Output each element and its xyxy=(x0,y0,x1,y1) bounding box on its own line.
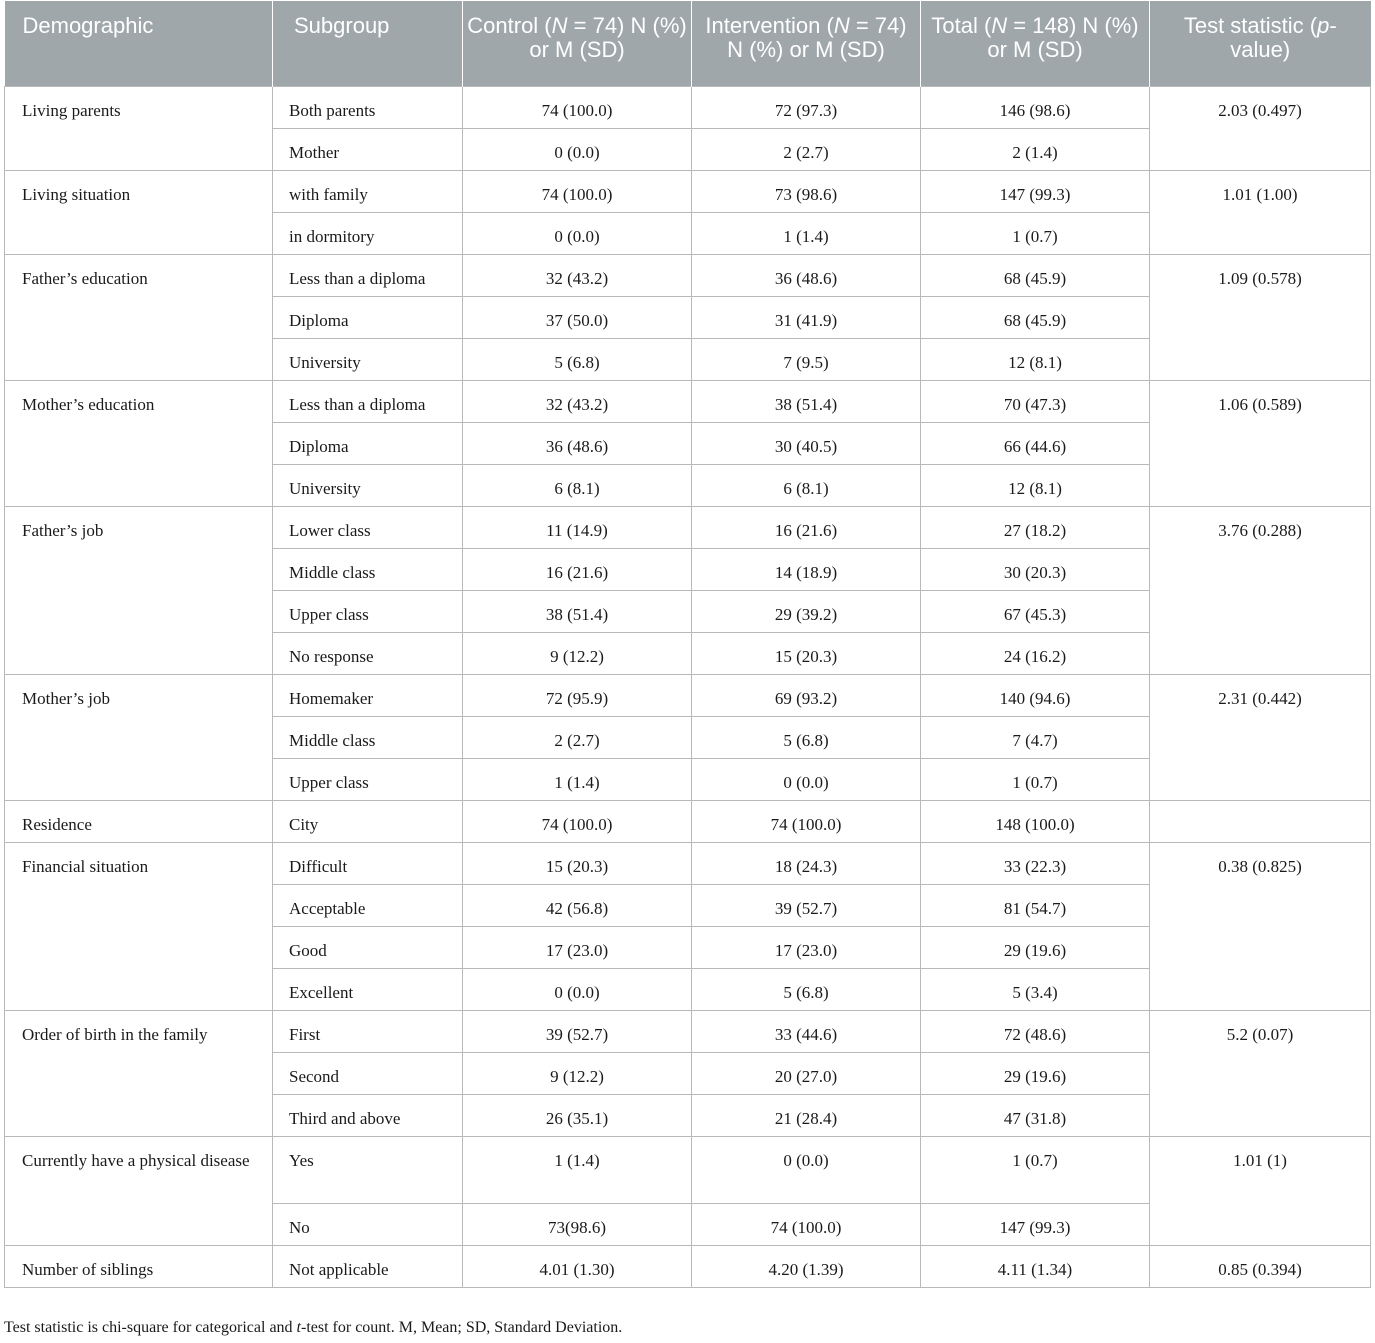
test-statistic-cell: 1.09 (0.578) xyxy=(1150,254,1371,380)
control-cell: 38 (51.4) xyxy=(463,590,692,632)
header-total: Total (N = 148) N (%) or M (SD) xyxy=(921,1,1150,86)
control-cell: 17 (23.0) xyxy=(463,926,692,968)
intervention-cell: 4.20 (1.39) xyxy=(692,1245,921,1287)
total-cell: 148 (100.0) xyxy=(921,800,1150,842)
subgroup-cell: Middle class xyxy=(273,548,463,590)
demographic-cell: Order of birth in the family xyxy=(5,1010,273,1136)
header-demographic: Demographic xyxy=(5,1,273,86)
intervention-cell: 33 (44.6) xyxy=(692,1010,921,1052)
test-statistic-cell: 1.01 (1) xyxy=(1150,1136,1371,1245)
control-cell: 42 (56.8) xyxy=(463,884,692,926)
demographic-cell: Living situation xyxy=(5,170,273,254)
test-statistic-cell: 0.38 (0.825) xyxy=(1150,842,1371,1010)
subgroup-cell: Lower class xyxy=(273,506,463,548)
control-cell: 0 (0.0) xyxy=(463,128,692,170)
intervention-cell: 16 (21.6) xyxy=(692,506,921,548)
demographic-cell: Financial situation xyxy=(5,842,273,1010)
total-cell: 147 (99.3) xyxy=(921,1203,1150,1245)
total-cell: 147 (99.3) xyxy=(921,170,1150,212)
control-cell: 74 (100.0) xyxy=(463,170,692,212)
intervention-cell: 17 (23.0) xyxy=(692,926,921,968)
intervention-cell: 39 (52.7) xyxy=(692,884,921,926)
total-cell: 33 (22.3) xyxy=(921,842,1150,884)
total-cell: 66 (44.6) xyxy=(921,422,1150,464)
total-cell: 4.11 (1.34) xyxy=(921,1245,1150,1287)
intervention-cell: 15 (20.3) xyxy=(692,632,921,674)
control-cell: 26 (35.1) xyxy=(463,1094,692,1136)
table-row xyxy=(5,254,1371,296)
total-cell: 12 (8.1) xyxy=(921,338,1150,380)
total-cell: 47 (31.8) xyxy=(921,1094,1150,1136)
control-cell: 74 (100.0) xyxy=(463,800,692,842)
intervention-cell: 36 (48.6) xyxy=(692,254,921,296)
table-row xyxy=(5,506,1371,548)
subgroup-cell: Excellent xyxy=(273,968,463,1010)
total-cell: 30 (20.3) xyxy=(921,548,1150,590)
table-row xyxy=(5,1245,1371,1287)
intervention-cell: 21 (28.4) xyxy=(692,1094,921,1136)
table-body xyxy=(5,86,1371,1287)
subgroup-cell: City xyxy=(273,800,463,842)
control-cell: 32 (43.2) xyxy=(463,380,692,422)
intervention-cell: 6 (8.1) xyxy=(692,464,921,506)
control-cell: 9 (12.2) xyxy=(463,1052,692,1094)
total-cell: 68 (45.9) xyxy=(921,296,1150,338)
demographic-cell: Residence xyxy=(5,800,273,842)
intervention-cell: 74 (100.0) xyxy=(692,800,921,842)
subgroup-cell: Upper class xyxy=(273,590,463,632)
subgroup-cell: No xyxy=(273,1203,463,1245)
demographic-cell: Living parents xyxy=(5,86,273,170)
control-cell: 39 (52.7) xyxy=(463,1010,692,1052)
test-statistic-cell: 1.06 (0.589) xyxy=(1150,380,1371,506)
control-cell: 0 (0.0) xyxy=(463,968,692,1010)
demographic-cell: Mother’s job xyxy=(5,674,273,800)
demographic-cell: Father’s education xyxy=(5,254,273,380)
total-cell: 24 (16.2) xyxy=(921,632,1150,674)
subgroup-cell: Both parents xyxy=(273,86,463,128)
control-cell: 37 (50.0) xyxy=(463,296,692,338)
subgroup-cell: Homemaker xyxy=(273,674,463,716)
intervention-cell: 30 (40.5) xyxy=(692,422,921,464)
control-cell: 73(98.6) xyxy=(463,1203,692,1245)
subgroup-cell: Diploma xyxy=(273,422,463,464)
control-cell: 72 (95.9) xyxy=(463,674,692,716)
subgroup-cell: Middle class xyxy=(273,716,463,758)
control-cell: 15 (20.3) xyxy=(463,842,692,884)
header-test-statistic: Test statistic (p-value) xyxy=(1150,1,1371,86)
total-cell: 70 (47.3) xyxy=(921,380,1150,422)
control-cell: 16 (21.6) xyxy=(463,548,692,590)
intervention-cell: 38 (51.4) xyxy=(692,380,921,422)
table-row xyxy=(5,380,1371,422)
total-cell: 12 (8.1) xyxy=(921,464,1150,506)
subgroup-cell: Difficult xyxy=(273,842,463,884)
intervention-cell: 74 (100.0) xyxy=(692,1203,921,1245)
total-cell: 29 (19.6) xyxy=(921,926,1150,968)
total-cell: 140 (94.6) xyxy=(921,674,1150,716)
intervention-cell: 73 (98.6) xyxy=(692,170,921,212)
subgroup-cell: Less than a diploma xyxy=(273,254,463,296)
test-statistic-cell: 0.85 (0.394) xyxy=(1150,1245,1371,1287)
test-statistic-cell: 2.31 (0.442) xyxy=(1150,674,1371,800)
control-cell: 0 (0.0) xyxy=(463,212,692,254)
control-cell: 36 (48.6) xyxy=(463,422,692,464)
intervention-cell: 69 (93.2) xyxy=(692,674,921,716)
control-cell: 2 (2.7) xyxy=(463,716,692,758)
test-statistic-cell: 1.01 (1.00) xyxy=(1150,170,1371,254)
total-cell: 67 (45.3) xyxy=(921,590,1150,632)
control-cell: 4.01 (1.30) xyxy=(463,1245,692,1287)
subgroup-cell: University xyxy=(273,338,463,380)
intervention-cell: 14 (18.9) xyxy=(692,548,921,590)
demographic-cell: Number of siblings xyxy=(5,1245,273,1287)
intervention-cell: 31 (41.9) xyxy=(692,296,921,338)
test-statistic-cell: 2.03 (0.497) xyxy=(1150,86,1371,170)
intervention-cell: 5 (6.8) xyxy=(692,968,921,1010)
subgroup-cell: Second xyxy=(273,1052,463,1094)
table-row xyxy=(5,1136,1371,1203)
subgroup-cell: Yes xyxy=(273,1136,463,1203)
control-cell: 9 (12.2) xyxy=(463,632,692,674)
test-statistic-cell xyxy=(1150,800,1371,842)
table-row xyxy=(5,800,1371,842)
total-cell: 72 (48.6) xyxy=(921,1010,1150,1052)
table-footnote: Test statistic is chi-square for categorical and t-test for count. M, Mean; SD, Standard Deviation. xyxy=(4,1319,623,1336)
table-row xyxy=(5,1010,1371,1052)
intervention-cell: 2 (2.7) xyxy=(692,128,921,170)
header-intervention: Intervention (N = 74) N (%) or M (SD) xyxy=(692,1,921,86)
intervention-cell: 7 (9.5) xyxy=(692,338,921,380)
total-cell: 81 (54.7) xyxy=(921,884,1150,926)
subgroup-cell: Good xyxy=(273,926,463,968)
total-cell: 1 (0.7) xyxy=(921,212,1150,254)
intervention-cell: 29 (39.2) xyxy=(692,590,921,632)
control-cell: 6 (8.1) xyxy=(463,464,692,506)
intervention-cell: 0 (0.0) xyxy=(692,1136,921,1203)
total-cell: 2 (1.4) xyxy=(921,128,1150,170)
control-cell: 32 (43.2) xyxy=(463,254,692,296)
test-statistic-cell: 5.2 (0.07) xyxy=(1150,1010,1371,1136)
intervention-cell: 5 (6.8) xyxy=(692,716,921,758)
table-row xyxy=(5,170,1371,212)
header-subgroup: Subgroup xyxy=(273,1,463,86)
test-statistic-cell: 3.76 (0.288) xyxy=(1150,506,1371,674)
table-row xyxy=(5,674,1371,716)
total-cell: 68 (45.9) xyxy=(921,254,1150,296)
total-cell: 146 (98.6) xyxy=(921,86,1150,128)
total-cell: 7 (4.7) xyxy=(921,716,1150,758)
intervention-cell: 72 (97.3) xyxy=(692,86,921,128)
intervention-cell: 20 (27.0) xyxy=(692,1052,921,1094)
table-row xyxy=(5,86,1371,128)
intervention-cell: 18 (24.3) xyxy=(692,842,921,884)
subgroup-cell: Mother xyxy=(273,128,463,170)
subgroup-cell: First xyxy=(273,1010,463,1052)
subgroup-cell: Not applicable xyxy=(273,1245,463,1287)
demographic-cell: Mother’s education xyxy=(5,380,273,506)
total-cell: 29 (19.6) xyxy=(921,1052,1150,1094)
header-control: Control (N = 74) N (%) or M (SD) xyxy=(463,1,692,86)
demographics-table xyxy=(4,1,1371,1288)
subgroup-cell: Diploma xyxy=(273,296,463,338)
intervention-cell: 0 (0.0) xyxy=(692,758,921,800)
total-cell: 5 (3.4) xyxy=(921,968,1150,1010)
table-row xyxy=(5,842,1371,884)
control-cell: 11 (14.9) xyxy=(463,506,692,548)
intervention-cell: 1 (1.4) xyxy=(692,212,921,254)
control-cell: 1 (1.4) xyxy=(463,758,692,800)
subgroup-cell: No response xyxy=(273,632,463,674)
total-cell: 1 (0.7) xyxy=(921,1136,1150,1203)
demographic-cell: Father’s job xyxy=(5,506,273,674)
subgroup-cell: with family xyxy=(273,170,463,212)
control-cell: 74 (100.0) xyxy=(463,86,692,128)
header-row xyxy=(5,1,1371,86)
subgroup-cell: in dormitory xyxy=(273,212,463,254)
subgroup-cell: Acceptable xyxy=(273,884,463,926)
subgroup-cell: Less than a diploma xyxy=(273,380,463,422)
subgroup-cell: Third and above xyxy=(273,1094,463,1136)
control-cell: 1 (1.4) xyxy=(463,1136,692,1203)
demographic-cell: Currently have a physical disease xyxy=(5,1136,273,1245)
control-cell: 5 (6.8) xyxy=(463,338,692,380)
subgroup-cell: Upper class xyxy=(273,758,463,800)
total-cell: 1 (0.7) xyxy=(921,758,1150,800)
total-cell: 27 (18.2) xyxy=(921,506,1150,548)
subgroup-cell: University xyxy=(273,464,463,506)
